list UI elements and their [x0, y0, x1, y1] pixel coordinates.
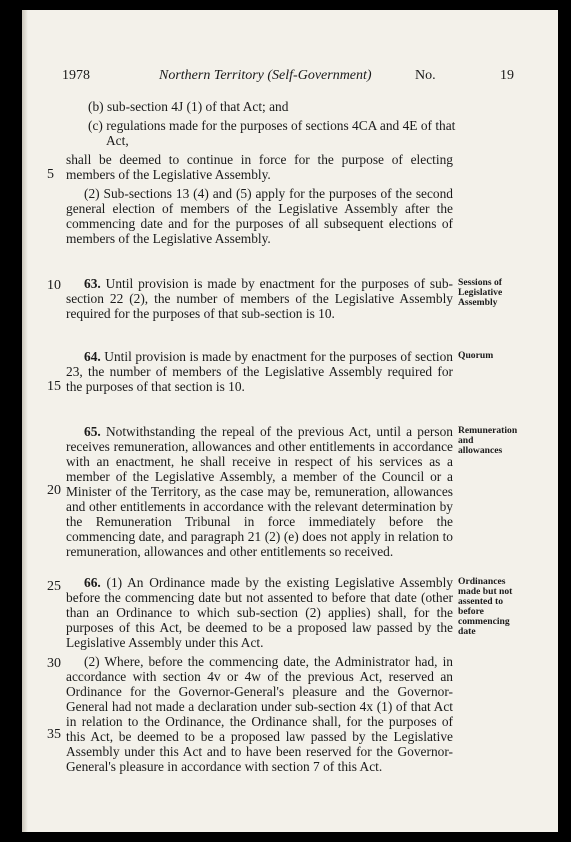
section-66-number: 66.	[84, 575, 101, 590]
section-63-number: 63.	[84, 276, 101, 291]
line-number: 30	[47, 656, 61, 671]
section-63	[66, 276, 453, 321]
header-year: 1978	[62, 68, 90, 83]
header-no: No.	[415, 68, 436, 83]
section-65	[66, 424, 453, 559]
line-number: 15	[47, 379, 61, 394]
section-65-text: Notwithstanding the repeal of the previous Act, until a person receives remuneration, allowances and other entitlements in accordance with an enactment, he shall receive in respect of his services as a member of the Legislative Assembly, a member of the Council or a Minister of the Territory, as the case may be, remuneration, allowances and other entitlements in accordance with the relevant determination by the Remuneration Tribunal in force immediately before the commencing date, and paragraph 21 (2) (e) does not apply in relation to remuneration, allowances and other entitlements so received.	[66, 424, 453, 559]
section-65-number: 65.	[84, 424, 101, 439]
header-title: Northern Territory (Self-Government)	[159, 68, 372, 83]
page-number: 19	[500, 68, 514, 83]
paragraph-continue-in-force: shall be deemed to continue in force for the purpose of electing members of the Legislative Assembly.	[66, 152, 453, 182]
line-number: 35	[47, 727, 61, 742]
line-number: 10	[47, 278, 61, 293]
margin-note-remuneration: Remuneration and allowances	[458, 425, 518, 456]
margin-note-quorum: Quorum	[458, 350, 494, 361]
section-64-number: 64.	[84, 349, 101, 364]
subsection-2-text: (2) Sub-sections 13 (4) and (5) apply for the purposes of the second general election of members of the Legislative Assembly after the commencing date and for the purposes of all subsequent elections of members of the Legislative Assembly.	[66, 186, 453, 246]
section-66-2-text: (2) Where, before the commencing date, the Administrator had, in accordance with section 4v or 4w of the previous Act, reserved an Ordinance for the Governor-General's pleasure and the Governor-General had not made a declaration under sub-section 4x (1) of that Act in relation to the Ordinance, the Ordinance shall, for the purposes of this Act, be deemed to be a proposed law passed by the Legislative Assembly under this Act and to have been reserved for the Governor-General's pleasure in accordance with section 7 of this Act.	[66, 654, 453, 774]
section-63-text: Until provision is made by enactment for the purposes of sub-section 22 (2), the number of members of the Legislative Assembly required for the purposes of that sub-section is 10.	[66, 276, 453, 321]
line-number: 20	[47, 483, 61, 498]
item-c-line1: (c) regulations made for the purposes of sections 4CA and 4E of that	[88, 118, 456, 133]
section-64-text: Until provision is made by enactment for the purposes of section 23, the number of members of the Legislative Assembly required for the purposes of that section is 10.	[66, 349, 453, 394]
section-66-subsection-2	[66, 654, 453, 774]
item-c-line2: Act,	[106, 133, 129, 148]
paragraph-subsection-2	[66, 186, 453, 246]
section-64	[66, 349, 453, 394]
margin-note-sessions: Sessions of Legislative Assembly	[458, 277, 503, 308]
section-66	[66, 575, 453, 650]
line-number: 25	[47, 579, 61, 594]
line-number: 5	[47, 167, 54, 182]
section-66-text: (1) An Ordinance made by the existing Legislative Assembly before the commencing date but not assented to before that date (other than an Ordinance to which sub-section (2) applies) shall, for the purposes of this Act, be deemed to be a proposed law passed by the Legislative Assembly under this Act.	[66, 575, 453, 650]
page-binding-shadow	[22, 10, 28, 832]
margin-note-ordinances: Ordinances made but not assented to before commencing date	[458, 576, 513, 637]
item-b: (b) sub-section 4J (1) of that Act; and	[88, 99, 289, 114]
